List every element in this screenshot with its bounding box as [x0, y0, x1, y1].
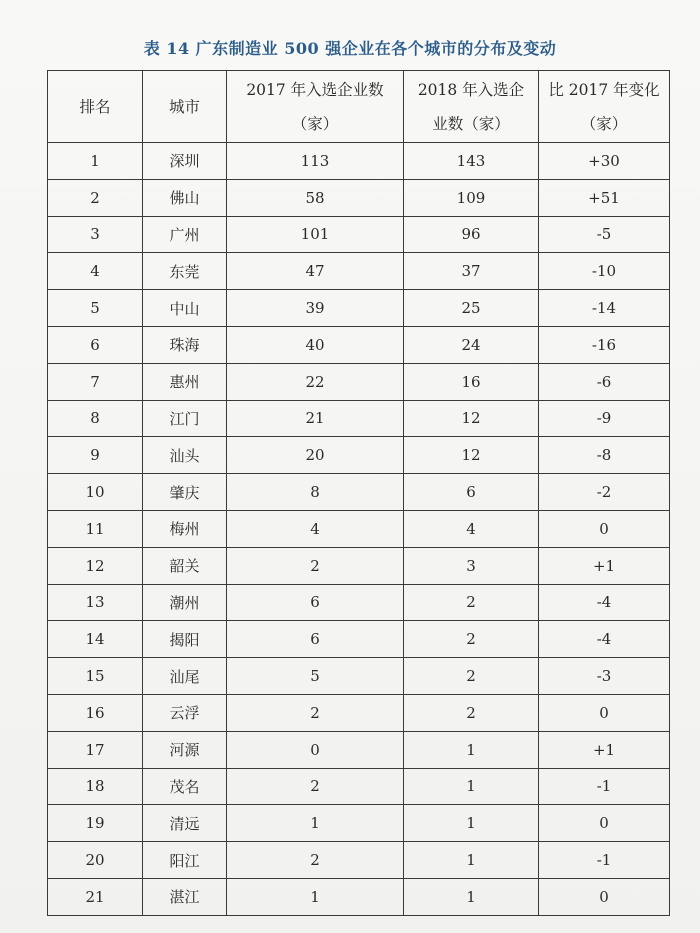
rank-cell: 8 [48, 400, 143, 437]
table-row [48, 179, 670, 216]
count-2017-cell: 2 [227, 547, 404, 584]
table-row [48, 400, 670, 437]
city-cell: 中山 [143, 290, 227, 327]
rank-cell: 11 [48, 510, 143, 547]
table-row [48, 253, 670, 290]
header-2018-count [404, 71, 539, 143]
change-cell: +51 [539, 179, 670, 216]
count-2018-cell: 3 [404, 547, 539, 584]
count-2018-cell: 2 [404, 584, 539, 621]
count-2018-cell: 6 [404, 474, 539, 511]
city-cell: 韶关 [143, 547, 227, 584]
city-cell: 茂名 [143, 768, 227, 805]
count-2017-cell: 58 [227, 179, 404, 216]
change-cell: 0 [539, 805, 670, 842]
table-row [48, 510, 670, 547]
count-2017-cell: 6 [227, 584, 404, 621]
count-2018-cell: 24 [404, 326, 539, 363]
rank-cell: 4 [48, 253, 143, 290]
header-rank: 排名 [48, 71, 143, 143]
rank-cell: 12 [48, 547, 143, 584]
change-cell: -10 [539, 253, 670, 290]
count-2017-cell: 47 [227, 253, 404, 290]
table-row [48, 143, 670, 180]
count-2018-cell: 2 [404, 621, 539, 658]
city-cell: 东莞 [143, 253, 227, 290]
table-caption: 表 14 广东制造业 500 强企业在各个城市的分布及变动 [143, 39, 557, 58]
city-cell: 潮州 [143, 584, 227, 621]
city-cell: 梅州 [143, 510, 227, 547]
change-cell: -4 [539, 584, 670, 621]
table-row [48, 731, 670, 768]
table-row [48, 363, 670, 400]
count-2018-cell: 1 [404, 878, 539, 915]
city-cell: 惠州 [143, 363, 227, 400]
count-2018-cell: 16 [404, 363, 539, 400]
count-2018-cell: 1 [404, 805, 539, 842]
city-cell: 汕头 [143, 437, 227, 474]
city-cell: 河源 [143, 731, 227, 768]
rank-cell: 10 [48, 474, 143, 511]
rank-cell: 20 [48, 842, 143, 879]
rank-cell: 3 [48, 216, 143, 253]
change-cell: +1 [539, 547, 670, 584]
count-2018-cell: 1 [404, 768, 539, 805]
header-2017-count [227, 71, 404, 143]
city-cell: 江门 [143, 400, 227, 437]
count-2017-cell: 22 [227, 363, 404, 400]
table-row [48, 694, 670, 731]
header-change-line1: 比 2017 年变化 [548, 80, 660, 99]
change-cell: -14 [539, 290, 670, 327]
count-2018-cell: 25 [404, 290, 539, 327]
header-2018-line1: 2018 年入选企 [417, 80, 525, 99]
count-2018-cell: 4 [404, 510, 539, 547]
rank-cell: 9 [48, 437, 143, 474]
count-2017-cell: 21 [227, 400, 404, 437]
count-2017-cell: 113 [227, 143, 404, 180]
count-2017-cell: 101 [227, 216, 404, 253]
table-row [48, 584, 670, 621]
table-row [48, 658, 670, 695]
change-cell: 0 [539, 510, 670, 547]
header-change-line2: （家） [580, 114, 628, 133]
rank-cell: 19 [48, 805, 143, 842]
change-cell: 0 [539, 878, 670, 915]
city-cell: 揭阳 [143, 621, 227, 658]
rank-cell: 13 [48, 584, 143, 621]
change-cell: -6 [539, 363, 670, 400]
city-cell: 阳江 [143, 842, 227, 879]
city-cell: 珠海 [143, 326, 227, 363]
count-2017-cell: 1 [227, 805, 404, 842]
change-cell: -1 [539, 842, 670, 879]
change-cell: -8 [539, 437, 670, 474]
header-2018-line2: 业数（家） [432, 114, 510, 133]
city-cell: 佛山 [143, 179, 227, 216]
count-2017-cell: 2 [227, 842, 404, 879]
change-cell: +30 [539, 143, 670, 180]
rank-cell: 6 [48, 326, 143, 363]
header-change [539, 71, 670, 143]
change-cell: -16 [539, 326, 670, 363]
table-row [48, 216, 670, 253]
table-row [48, 437, 670, 474]
change-cell: -9 [539, 400, 670, 437]
count-2017-cell: 8 [227, 474, 404, 511]
city-cell: 清远 [143, 805, 227, 842]
table-row [48, 290, 670, 327]
count-2018-cell: 12 [404, 400, 539, 437]
header-2017-line1: 2017 年入选企业数 [246, 80, 384, 99]
rank-cell: 18 [48, 768, 143, 805]
rank-cell: 14 [48, 621, 143, 658]
count-2018-cell: 2 [404, 694, 539, 731]
distribution-table [47, 70, 670, 916]
city-cell: 云浮 [143, 694, 227, 731]
header-row [48, 71, 670, 143]
table-row [48, 547, 670, 584]
table-row [48, 842, 670, 879]
table-row [48, 878, 670, 915]
count-2018-cell: 2 [404, 658, 539, 695]
rank-cell: 15 [48, 658, 143, 695]
city-cell: 湛江 [143, 878, 227, 915]
table-row [48, 768, 670, 805]
count-2018-cell: 109 [404, 179, 539, 216]
change-cell: -4 [539, 621, 670, 658]
count-2017-cell: 39 [227, 290, 404, 327]
city-cell: 广州 [143, 216, 227, 253]
header-city: 城市 [143, 71, 227, 143]
count-2017-cell: 4 [227, 510, 404, 547]
table-row [48, 326, 670, 363]
city-cell: 汕尾 [143, 658, 227, 695]
rank-cell: 1 [48, 143, 143, 180]
rank-cell: 17 [48, 731, 143, 768]
header-2017-line2: （家） [291, 114, 339, 133]
count-2017-cell: 1 [227, 878, 404, 915]
city-cell: 深圳 [143, 143, 227, 180]
table-row [48, 474, 670, 511]
change-cell: -1 [539, 768, 670, 805]
table-row [48, 805, 670, 842]
count-2018-cell: 96 [404, 216, 539, 253]
rank-cell: 2 [48, 179, 143, 216]
count-2017-cell: 5 [227, 658, 404, 695]
rank-cell: 21 [48, 878, 143, 915]
count-2017-cell: 2 [227, 694, 404, 731]
count-2017-cell: 6 [227, 621, 404, 658]
rank-cell: 16 [48, 694, 143, 731]
count-2018-cell: 1 [404, 731, 539, 768]
change-cell: -5 [539, 216, 670, 253]
change-cell: -3 [539, 658, 670, 695]
count-2017-cell: 0 [227, 731, 404, 768]
city-cell: 肇庆 [143, 474, 227, 511]
count-2018-cell: 143 [404, 143, 539, 180]
table-row [48, 621, 670, 658]
rank-cell: 5 [48, 290, 143, 327]
change-cell: +1 [539, 731, 670, 768]
count-2018-cell: 1 [404, 842, 539, 879]
rank-cell: 7 [48, 363, 143, 400]
count-2017-cell: 40 [227, 326, 404, 363]
change-cell: -2 [539, 474, 670, 511]
count-2017-cell: 20 [227, 437, 404, 474]
change-cell: 0 [539, 694, 670, 731]
table-body [48, 143, 670, 916]
count-2017-cell: 2 [227, 768, 404, 805]
count-2018-cell: 37 [404, 253, 539, 290]
count-2018-cell: 12 [404, 437, 539, 474]
